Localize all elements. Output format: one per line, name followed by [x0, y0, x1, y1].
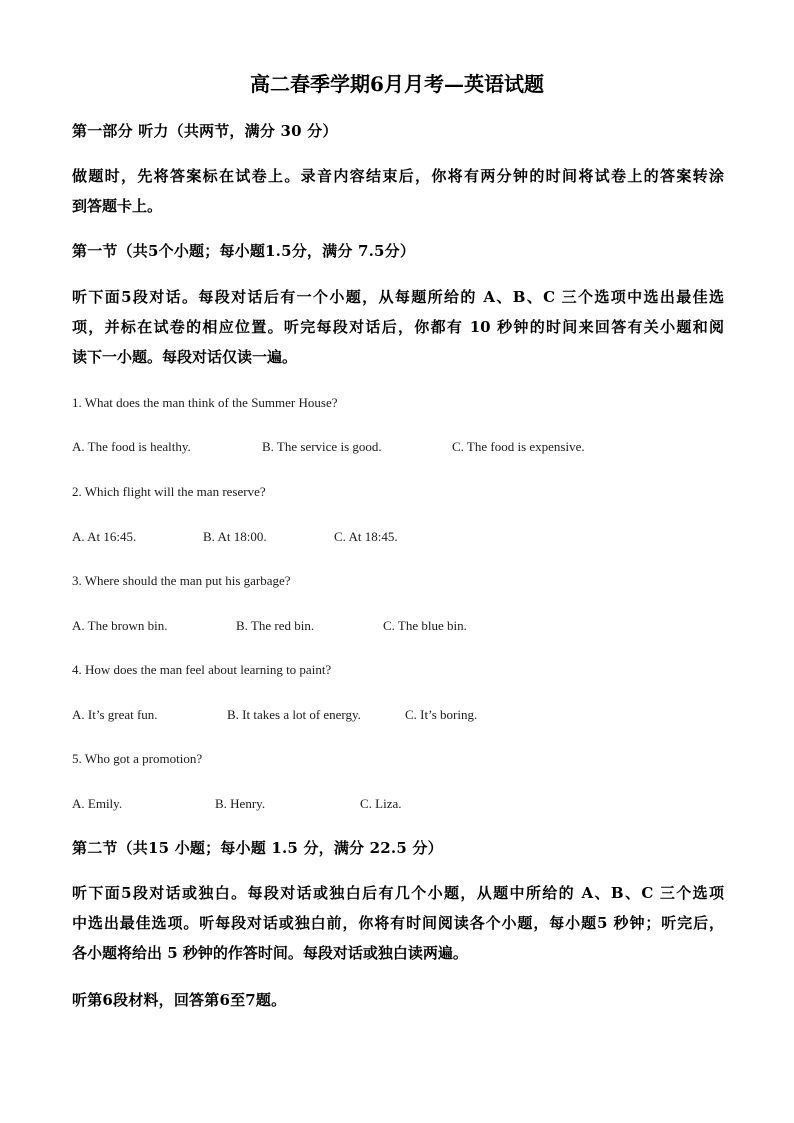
question-2-option-a: A. At 16:45.: [72, 529, 137, 544]
section1-instruction-line-2: 项，并标在试卷的相应位置。听完每段对话后，你都有 10 秒钟的时间来回答有关小题和阅: [72, 318, 724, 336]
question-2-stem: 2. Which flight will the man reserve?: [72, 484, 266, 499]
question-3-option-a: A. The brown bin.: [72, 618, 168, 633]
section2-material-note: 听第6段材料，回答第6至7题。: [72, 991, 287, 1009]
section1-instruction-line-3: 读下一小题。每段对话仅读一遍。: [72, 348, 298, 366]
part1-instruction-line-2: 到答题卡上。: [72, 197, 163, 215]
question-3-option-b: B. The red bin.: [236, 618, 315, 633]
question-4-option-c: C. It’s boring.: [405, 707, 478, 722]
part1-heading: 第一部分 听力（共两节，满分 30 分）: [72, 122, 338, 140]
question-5-option-b: B. Henry.: [215, 796, 266, 811]
question-5-option-c: C. Liza.: [360, 796, 402, 811]
exam-title: 高二春季学期6月月考—英语试题: [250, 72, 544, 96]
section2-instruction-line-1: 听下面5段对话或独白。每段对话或独白后有几个小题，从题中所给的 A、B、C 三个选项: [72, 884, 724, 902]
section2-instruction-line-3: 各小题将给出 5 秒钟的作答时间。每段对话或独白读两遍。: [72, 944, 468, 962]
question-5-option-a: A. Emily.: [72, 796, 123, 811]
section2-heading: 第二节（共15 小题；每小题 1.5 分，满分 22.5 分）: [72, 839, 443, 857]
part1-instructions: [72, 161, 724, 221]
question-1-option-c: C. The food is expensive.: [452, 439, 585, 454]
part1-instruction-line-1: 做题时，先将答案标在试卷上。录音内容结束后，你将有两分钟的时间将试卷上的答案转涂: [72, 167, 724, 185]
section2-instructions: [72, 878, 724, 968]
question-4-option-a: A. It’s great fun.: [72, 707, 158, 722]
question-4-stem: 4. How does the man feel about learning to paint?: [72, 662, 332, 677]
question-5-stem: 5. Who got a promotion?: [72, 751, 203, 766]
section1-instructions: [72, 282, 724, 372]
question-3-stem: 3. Where should the man put his garbage?: [72, 573, 291, 588]
question-1-option-b: B. The service is good.: [262, 439, 382, 454]
section1-heading: 第一节（共5个小题；每小题1.5分，满分 7.5分）: [72, 242, 416, 260]
question-3-option-c: C. The blue bin.: [383, 618, 467, 633]
question-1-stem: 1. What does the man think of the Summer House?: [72, 395, 338, 410]
section1-instruction-line-1: 听下面5段对话。每段对话后有一个小题，从每题所给的 A、B、C 三个选项中选出最佳选: [72, 288, 724, 306]
question-2-option-b: B. At 18:00.: [203, 529, 267, 544]
section2-instruction-line-2: 中选出最佳选项。听每段对话或独白前，你将有时间阅读各个小题，每小题5 秒钟；听完后，: [72, 914, 724, 932]
question-4-option-b: B. It takes a lot of energy.: [227, 707, 361, 722]
question-1-option-a: A. The food is healthy.: [72, 439, 191, 454]
question-2-option-c: C. At 18:45.: [334, 529, 398, 544]
